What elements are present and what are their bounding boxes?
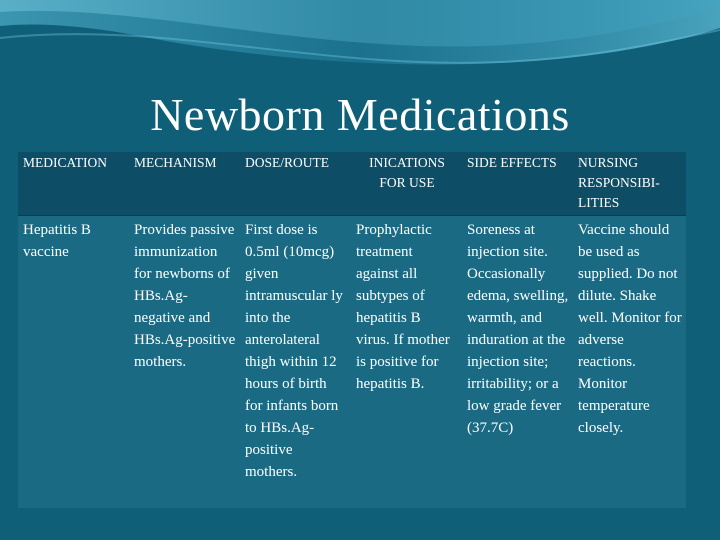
header-indications: INICATIONS FOR USE [351,152,462,216]
header-medication: MEDICATION [18,152,129,216]
table-header-row [18,152,686,216]
table-row [18,216,686,509]
slide-title: Newborn Medications [150,89,570,140]
cell-indications: Prophylactic treatment against all subtypes of hepatitis B virus. If mother is positive for hepatitis B. [351,216,462,509]
header-mechanism: MECHANISM [129,152,240,216]
cell-nursing-responsibilities: Vaccine should be used as supplied. Do not dilute. Shake well. Monitor for adverse reactions. Monitor temperature closely. [573,216,686,509]
cell-mechanism: Provides passive immunization for newborns of HBs.Ag-negative and HBs.Ag-positive mothers. [129,216,240,509]
header-nursing-responsibilities: NURSING RESPONSIBI-LITIES [573,152,686,216]
header-side-effects: SIDE EFFECTS [462,152,573,216]
cell-medication: Hepatitis B vaccine [18,216,129,509]
medications-table [18,152,686,508]
cell-side-effects: Soreness at injection site. Occasionally edema, swelling, warmth, and induration at the injection site; irritability; or a low grade fever (37.7C) [462,216,573,509]
cell-dose-route: First dose is 0.5ml (10mcg) given intramuscular ly into the anterolateral thigh within 12 hours of birth for infants born to HBs.Ag-positive mothers. [240,216,351,509]
header-dose-route: DOSE/ROUTE [240,152,351,216]
